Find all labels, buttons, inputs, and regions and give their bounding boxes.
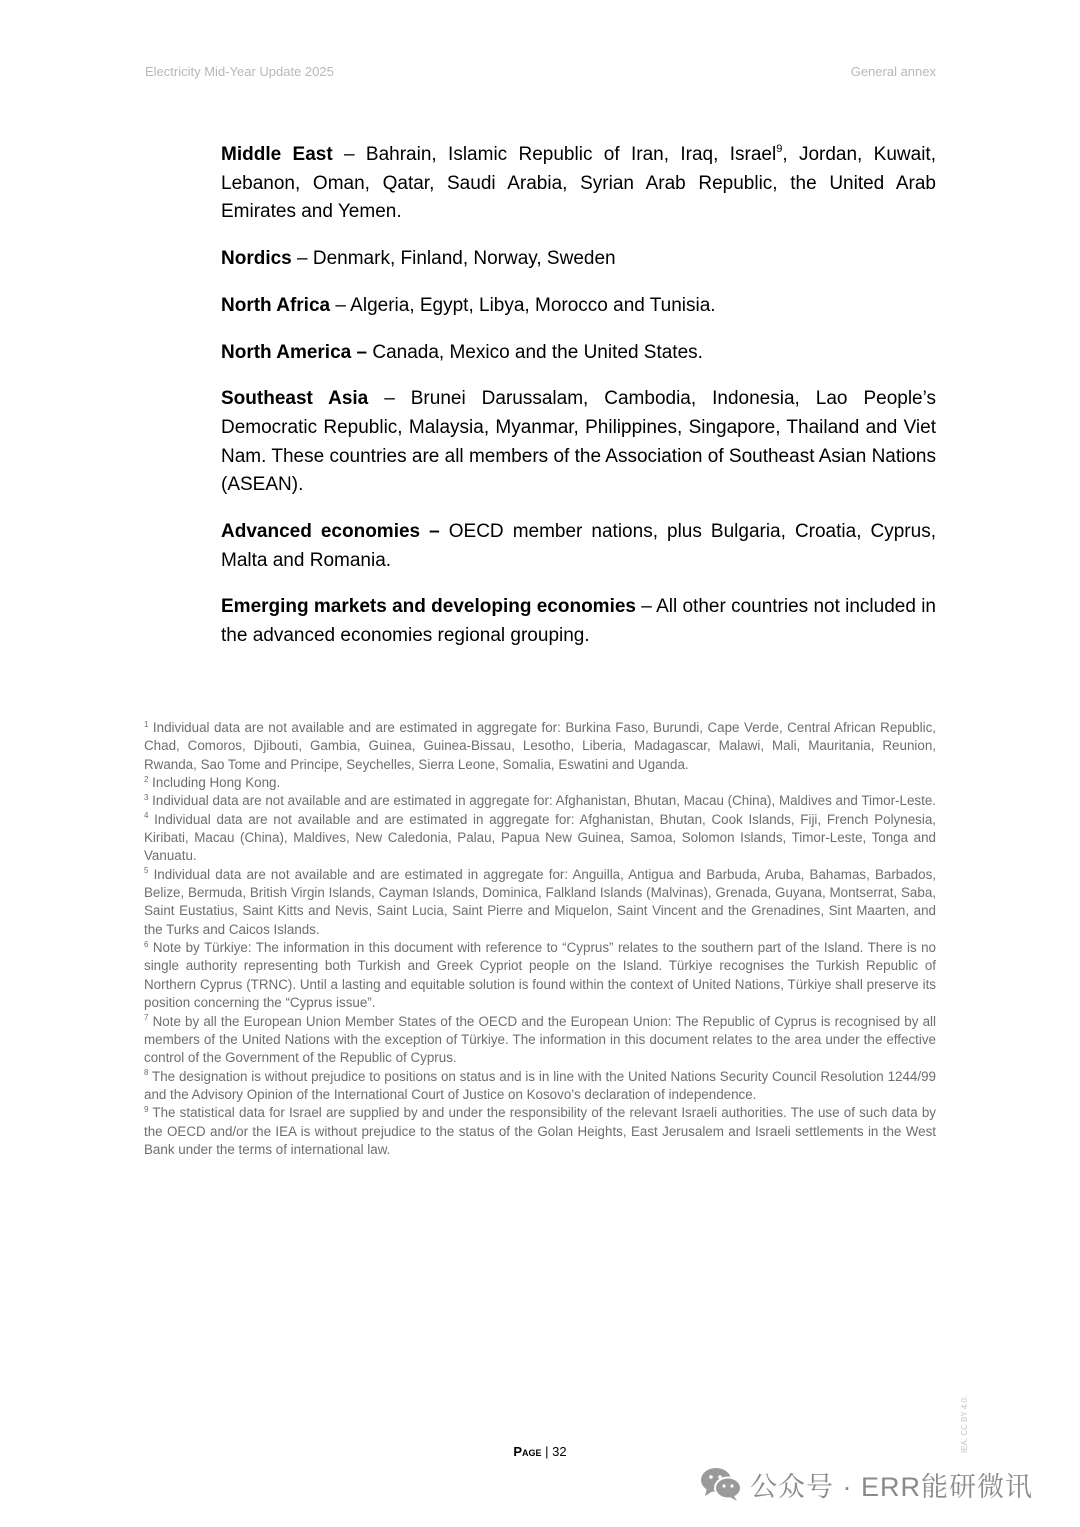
region-term: Advanced economies – [221, 521, 440, 543]
region-definition [221, 141, 936, 227]
footnote-number: 4 [144, 811, 149, 821]
region-description: Canada, Mexico and the United States. [367, 341, 703, 363]
footnote-number: 5 [144, 866, 149, 876]
region-definition [221, 518, 936, 575]
wechat-icon [700, 1466, 742, 1502]
page-separator: | [541, 1444, 553, 1459]
footnote [144, 811, 936, 866]
page-number: 32 [552, 1444, 567, 1459]
region-description-cont: , Jordan, Kuwait, Lebanon, Oman, Qatar, Saudi Arabia, Syrian Arab Republic, the United Arab Emirates and Yemen. [221, 144, 936, 223]
footnote-text: The designation is without prejudice to positions on status and is in line with the United Nations Security Council Resolution 1244/99 and the Advisory Opinion of the International Court of Justice on Kosovo’s declaration of independence. [144, 1068, 936, 1102]
footnote [144, 1104, 936, 1159]
footnote-number: 2 [144, 774, 149, 784]
footnote-text: Including Hong Kong. [148, 775, 281, 791]
footnote-text: The statistical data for Israel are supplied by and under the responsibility of the relevant Israeli authorities. The use of such data by the OECD and/or the IEA is without prejudice to the status of the Golan Heights, East Jerusalem and Israeli settlements in the West Bank under the terms of international law. [144, 1105, 936, 1157]
footnote [144, 1013, 936, 1068]
region-term: North Africa [221, 294, 331, 316]
footnote-ref: 9 [776, 142, 783, 155]
page-label: Page [513, 1444, 542, 1459]
running-header-section: General annex [850, 64, 936, 79]
footnotes [144, 719, 936, 1159]
region-definition [221, 292, 936, 321]
region-definitions [221, 141, 936, 669]
license-text: IEA. CC BY 4.0. [960, 1395, 969, 1453]
footnote-number: 3 [144, 792, 149, 802]
page-footer [0, 1444, 1080, 1459]
running-header-title: Electricity Mid-Year Update 2025 [145, 64, 334, 79]
footnote [144, 1068, 936, 1105]
footnote [144, 774, 936, 792]
region-description: – Brunei Darussalam, Cambodia, Indonesia, Lao People’s Democratic Republic, Malaysia, Myanmar, Philippines, Singapore, Thailand and Viet Nam. These countries are all members of the Association of Southeast Asian Nations (ASEAN). [221, 388, 936, 496]
footnote-text: Individual data are not available and are estimated in aggregate for: Burkina Faso, Burundi, Cape Verde, Central African Republic, Chad, Comoros, Djibouti, Gambia, Guinea, Guinea-Bissau, Lesotho, Liberia, Madagascar, Malawi, Mali, Mauritania, Reunion, Rwanda, Sao Tome and Principe, Seychelles, Sierra Leone, Somalia, Eswatini and Uganda. [144, 720, 936, 772]
footnote-number: 6 [144, 939, 149, 949]
footnote-text: Individual data are not available and are estimated in aggregate for: Anguilla, Antigua and Barbuda, Aruba, Bahamas, Barbados, Belize, Bermuda, British Virgin Islands, Cayman Islands, Dominica, Falkland Islands (Malvinas), Grenada, Guyana, Montserrat, Saba, Saint Eustatius, Saint Kitts and Nevis, Saint Lucia, Saint Pierre and Miquelon, Saint Vincent and the Grenadines, Sint Maarten, and the Turks and Caicos Islands. [144, 866, 936, 937]
region-description: – Denmark, Finland, Norway, Sweden [291, 248, 616, 270]
footnote-number: 9 [144, 1104, 149, 1114]
region-description: – Bahrain, Islamic Republic of Iran, Iraq, Israel [332, 144, 777, 165]
footnote [144, 719, 936, 774]
region-term: Nordics [221, 248, 292, 270]
footnote [144, 866, 936, 939]
license-note [960, 1385, 974, 1453]
region-definition [221, 385, 936, 500]
footnote-number: 7 [144, 1013, 149, 1023]
footnote-number: 8 [144, 1068, 149, 1078]
footnote-text: Individual data are not available and are estimated in aggregate for: Afghanistan, Bhutan, Cook Islands, Fiji, French Polynesia, Kiribati, Macau (China), Maldives, New Caledonia, Palau, Papua New Guinea, Samoa, Solomon Islands, Timor-Leste, Tonga and Vanuatu. [144, 811, 936, 864]
region-term: Middle East [221, 144, 333, 165]
region-description: – All other countries not included in the advanced economies regional grouping. [221, 596, 936, 647]
region-description: – Algeria, Egypt, Libya, Morocco and Tunisia. [330, 294, 716, 316]
footnote [144, 792, 936, 810]
footnote-number: 1 [144, 719, 149, 729]
region-definition [221, 339, 936, 368]
footnote [144, 939, 936, 1012]
region-description: OECD member nations, plus Bulgaria, Croatia, Cyprus, Malta and Romania. [221, 521, 936, 571]
region-term: North America – [221, 341, 368, 363]
region-definition [221, 593, 936, 650]
watermark-text: 公众号 · ERR能研微讯 [750, 1471, 1033, 1502]
region-term: Southeast Asia [221, 388, 369, 410]
region-term: Emerging markets and developing economies [221, 596, 636, 618]
footnote-text: Note by all the European Union Member States of the OECD and the European Union: The Republic of Cyprus is recognised by all members of the United Nations with the exception of Türkiye. The information in this document relates to the area under the effective control of the Government of the Republic of Cyprus. [144, 1013, 936, 1066]
watermark [700, 1462, 1033, 1506]
footnote-text: Individual data are not available and are estimated in aggregate for: Afghanistan, Bhutan, Macau (China), Maldives and Timor-Leste. [148, 793, 936, 809]
region-definition [221, 245, 936, 274]
footnote-text: Note by Türkiye: The information in this document with reference to “Cyprus” relates to the southern part of the Island. There is no single authority representing both Turkish and Greek Cypriot people on the Island. Türkiye recognises the Turkish Republic of Northern Cyprus (TRNC). Until a lasting and equitable solution is found within the context of United Nations, Türkiye shall preserve its position concerning the “Cyprus issue”. [144, 940, 936, 1011]
